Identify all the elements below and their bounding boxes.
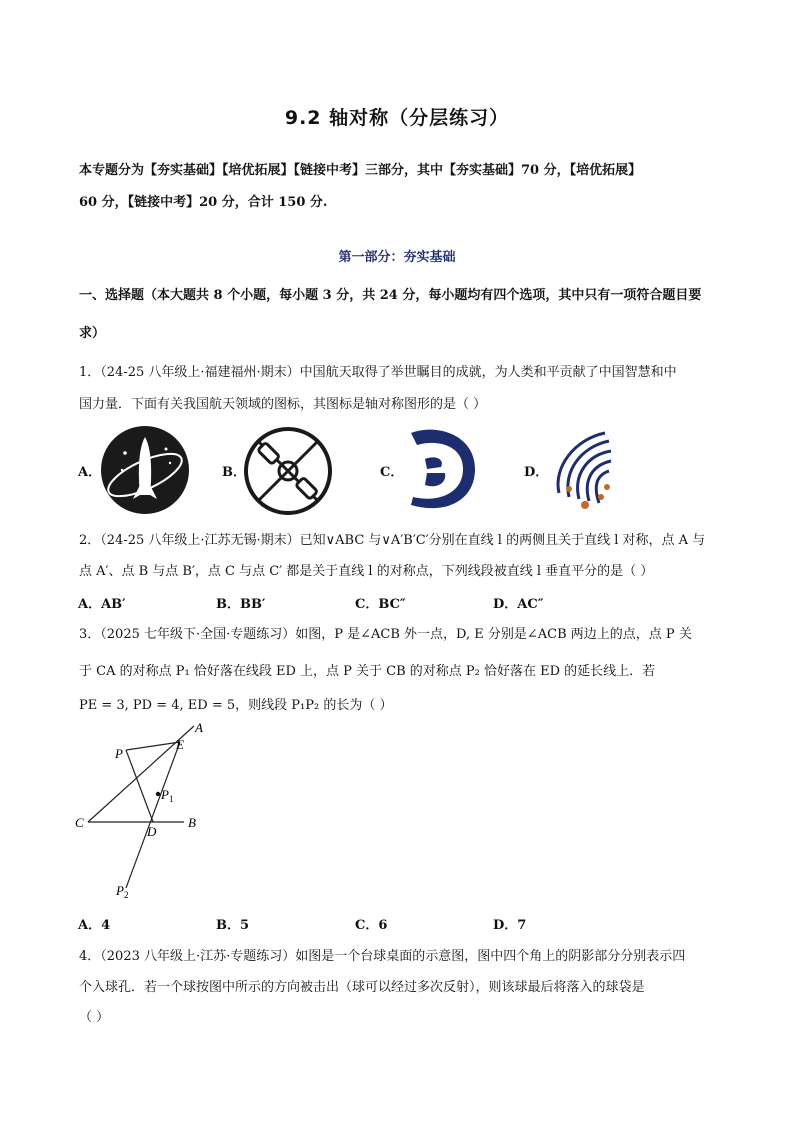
- orbit-planets-icon: [545, 427, 625, 513]
- q4-line-2: 个入球孔．若一个球按图中所示的方向被击出（球可以经过多次反射），则该球最后将落入的球袋是: [79, 980, 645, 995]
- label-p1-sub: 1: [169, 794, 174, 804]
- q3-option-b: B．5: [216, 918, 250, 933]
- q2-option-c: C．BC″: [355, 597, 406, 612]
- q2-option-d: D．AC″: [493, 597, 544, 612]
- segment-pd: [126, 750, 153, 822]
- q1-option-a-label: A．: [78, 465, 102, 480]
- point-p1: [156, 792, 160, 796]
- part-one-heading-1: 一、选择题（本大题共 8 个小题，每小题 3 分，共 24 分，每小题均有四个选项，其中只有一项符合题目要: [79, 288, 702, 303]
- q3-geometry-figure: [72, 718, 212, 903]
- intro-line-2: 60 分，【链接中考】20 分，合计 150 分.: [79, 195, 328, 210]
- part-one-heading-2: 求）: [79, 326, 106, 341]
- q2-option-a: A．AB′: [78, 597, 126, 612]
- label-d: D: [147, 824, 157, 839]
- label-e: E: [176, 737, 184, 752]
- q1-option-c-label: C．: [380, 465, 404, 480]
- q3-line-1: 3．（2025 七年级下·全国·专题练习）如图，P 是∠ACB 外一点，D, E 分别是∠ACB 两边上的点，点 P 关: [79, 627, 692, 642]
- label-b: B: [188, 815, 196, 830]
- q1-line-2: 国力量．下面有关我国航天领域的图标，其图标是轴对称图形的是（ ）: [79, 397, 487, 412]
- rocket-icon: [100, 425, 190, 515]
- label-p2: P: [116, 883, 124, 898]
- q1-option-d-label: D．: [524, 465, 549, 480]
- q1-option-b-label: B．: [222, 465, 246, 480]
- label-p2-sub: 2: [124, 890, 129, 900]
- brush-stroke-logo-icon: [397, 423, 485, 515]
- label-p1: P: [161, 787, 169, 802]
- q3-option-c: C．6: [355, 918, 388, 933]
- q2-option-b: B．BB′: [216, 597, 266, 612]
- q4-line-1: 4．（2023 八年级上·江苏·专题练习）如图是一个台球桌面的示意图，图中四个角上的阴影部分分别表示四: [79, 949, 686, 964]
- label-c: C: [75, 815, 84, 830]
- q2-line-1: 2．（24-25 八年级上·江苏无锡·期末）已知∨ABC 与∨A′B′C′分别在直线 l 的两侧且关于直线 l 对称，点 A 与: [79, 533, 706, 548]
- satellite-icon: [243, 426, 333, 516]
- q3-line-3: PE = 3, PD = 4, ED = 5，则线段 P₁P₂ 的长为（ ）: [79, 698, 393, 713]
- q2-line-2: 点 A′、点 B 与点 B′，点 C 与点 C′ 都是关于直线 l 的对称点，下列线段被直线 l 垂直平分的是（ ）: [79, 564, 654, 579]
- section-title: 第一部分：夯实基础: [338, 250, 456, 265]
- intro-line-1: 本专题分为【夯实基础】【培优拓展】【链接中考】三部分，其中【夯实基础】70 分，【培优拓展】: [79, 163, 642, 178]
- q3-option-d: D．7: [493, 918, 527, 933]
- label-p: P: [115, 746, 123, 761]
- label-a: A: [195, 720, 203, 735]
- q1-line-1: 1．（24-25 八年级上·福建福州·期末）中国航天取得了举世瞩目的成就，为人类和平贡献了中国智慧和中: [79, 365, 677, 380]
- q3-line-2: 于 CA 的对称点 P₁ 恰好落在线段 ED 上，点 P 关于 CB 的对称点 P₂ 恰好落在 ED 的延长线上．若: [79, 664, 656, 679]
- q3-option-a: A．4: [78, 918, 111, 933]
- q4-line-3: （ ）: [79, 1010, 110, 1025]
- page-title: 9.2 轴对称（分层练习）: [284, 107, 510, 129]
